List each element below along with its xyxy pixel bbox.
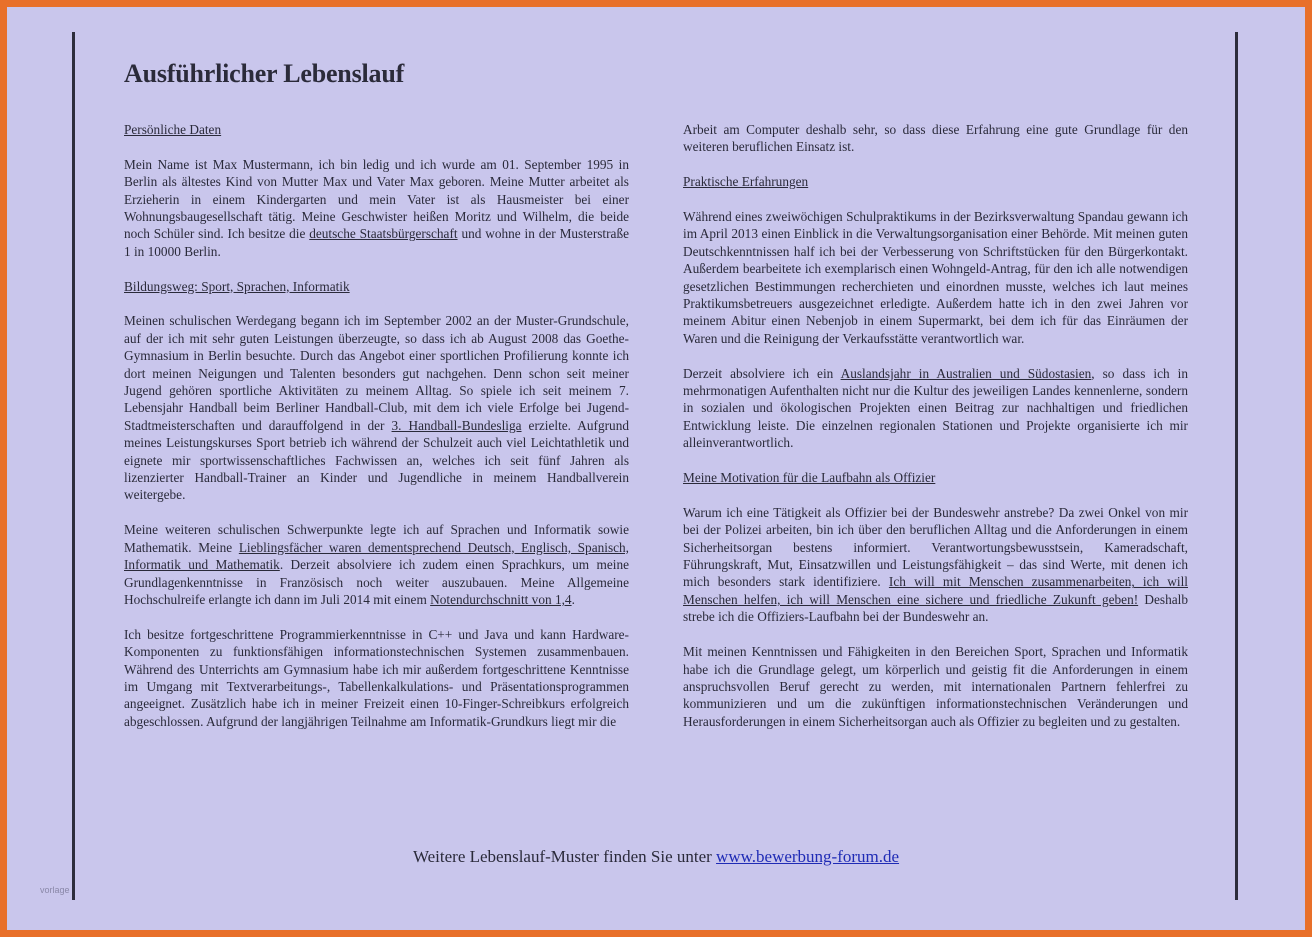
paragraph-continuation: Arbeit am Computer deshalb sehr, so dass diese Erfahrung eine gute Grundlage für den weiteren beruflichen Einsatz ist. <box>683 122 1188 155</box>
right-border-rule <box>1235 32 1238 900</box>
text: und wohne in der Musterstraße 1 in 10000 Berlin. <box>124 226 629 259</box>
footer-link[interactable]: www.bewerbung-forum.de <box>716 847 900 866</box>
right-column <box>683 121 1188 748</box>
underlined-grade-average: Notendurchschnitt von 1,4 <box>430 591 572 607</box>
underlined-motivation-quote: Ich will mit Menschen zusammenarbeiten, ich will Menschen helfen, ich will Menschen eine sichere und friedliche Zukunft geben! <box>683 574 1188 607</box>
underlined-gap-year: Auslandsjahr in Australien und Südostasien <box>840 365 1092 381</box>
left-border-rule <box>72 32 75 900</box>
text: Derzeit absolviere ich ein <box>683 365 841 381</box>
paragraph-education-it: Ich besitze fortgeschrittene Programmierkenntnisse in C++ und Java und kann Hardware-Komponenten zu funktionsfähigen informationstechnischen Systemen zusammenbauen. Während des Unterrichts am Gymnasium habe ich mir außerdem fortgeschrittene Kenntnisse im Umgang mit Textverarbeitungs-, Tabellenkalkulations- und Präsentationsprogrammen angeeignet. Zusätzlich habe ich in meiner Freizeit einen 10-Finger-Schreibkurs erfolgreich abgeschlossen. Aufgrund der langjährigen Teilnahme am Informatik-Grundkurs liegt mir die <box>124 626 629 729</box>
section-heading-personal-data: Persönliche Daten <box>124 122 222 137</box>
text: . Derzeit absolviere ich zudem einen Sprachkurs, um meine Grundlagenkenntnisse in Französisch noch weiter auszubauen. Meine Allgemeine Hochschulreife erlangte ich dann im Juli 2014 mit einem <box>124 557 629 607</box>
text: Meinen schulischen Werdegang begann ich im September 2002 an der Muster-Grundschule, auf der ich mit sehr guten Leistungen überzeugte, so dass ich ab August 2008 das Goethe-Gymnasium in Berlin besuchte. Durch das Angebot einer sportlichen Profilierung konnte ich dort meinen Neigungen und Talenten besonders gut nachgehen. Denn schon seit meiner Jugend gehören sportliche Aktivitäten zu meinem Alltag. So spiele ich seit meinem 7. Lebensjahr Handball beim Berliner Handball-Club, mit dem ich viele Erfolge bei Jugend-Stadtmeisterschaften und darauffolgend in der <box>124 313 629 433</box>
section-heading-motivation: Meine Motivation für die Laufbahn als Offizier <box>683 470 936 486</box>
text: Meine weiteren schulischen Schwerpunkte legte ich auf Sprachen und Informatik sowie Mathematik. Meine <box>124 522 629 555</box>
text: Mein Name ist Max Mustermann, ich bin ledig und ich wurde am 01. September 1995 in Berlin als ältestes Kind von Mutter Max und Vater Max geboren. Meine Mutter arbeitet als Erzieherin in einem Kindergarten und mein Vater ist als Hausmeister bei einer Wohnungsbaugesellschaft tätig. Meine Geschwister heißen Moritz und Wilhelm, die beide noch Schüler sind. Ich besitze die <box>124 156 629 242</box>
paragraph-education-languages <box>124 521 629 608</box>
left-column <box>124 121 629 748</box>
text: . <box>571 591 575 607</box>
page-title: Ausführlicher Lebenslauf <box>124 59 405 88</box>
footer <box>7 847 1305 867</box>
paragraph-gap-year <box>683 365 1188 452</box>
paragraph-closing: Mit meinen Kenntnissen und Fähigkeiten in den Bereichen Sport, Sprachen und Informatik habe ich die Grundlage gelegt, um körperlich und geistig fit die Anforderungen in einem anspruchsvollen Beruf gerecht zu werden, mit internationalen Partnern fehlerfrei zu kommunizieren und um die zukünftigen informationstechnischen Veränderungen und Herausforderungen in einem Sicherheitsorgan auch als Offizier zu begleiten und zu gestalten. <box>683 644 1188 729</box>
paragraph-motivation <box>683 504 1188 626</box>
section-heading-education: Bildungsweg: Sport, Sprachen, Informatik <box>124 278 350 294</box>
underlined-bundesliga: 3. Handball-Bundesliga <box>391 417 522 433</box>
paragraph-education-sports <box>124 312 629 503</box>
footer-text: Weitere Lebenslauf-Muster finden Sie unter <box>412 847 717 866</box>
section-heading-experience: Praktische Erfahrungen <box>683 174 809 190</box>
document-page <box>7 7 1305 930</box>
watermark: vorlage <box>40 885 70 895</box>
underlined-citizenship: deutsche Staatsbürgerschaft <box>309 226 458 242</box>
paragraph-personal-data <box>124 156 629 260</box>
text: , so dass ich in mehrmonatigen Aufenthalten nicht nur die Kultur des jeweiligen Landes kennenlerne, sondern in sozialen und ökologischen Projekten einen Beitrag zur nachhaltigen und friedlichen Entwicklung leiste. Die einzelnen regionalen Stationen und Projekte organisierte ich mir alleinverantwortlich. <box>683 365 1188 451</box>
text: erzielte. Aufgrund meines Leistungskurses Sport betrieb ich während der Schulzeit auch viel Leichtathletik und eignete mir sportwissenschaftliches Fachwissen an, welches ich seit fünf Jahren als lizenzierter Handball-Trainer an Kinder und Jugendliche in meinem Handballverein weitergebe. <box>124 417 629 503</box>
underlined-favourite-subjects: Lieblingsfächer waren dementsprechend Deutsch, Englisch, Spanisch, Informatik und Mathematik <box>124 539 630 573</box>
paragraph-internship: Während eines zweiwöchigen Schulpraktikums in der Bezirksverwaltung Spandau gewann ich im April 2013 einen Einblick in die Verwaltungsorganisation einer Behörde. Mit meinen guten Deutschkenntnissen half ich bei der Verbesserung von Schriftstücken für den Bürgerkontakt. Außerdem bearbeitete ich exemplarisch einen Wohngeld-Antrag, für den ich alle notwendigen gesetzlichen Bestimmungen recherchieten und einordnen musste, welches ich laut meines Praktikumsbetreuers ausgezeichnet erledigte. Außerdem hatte ich in den zwei Jahren vor meinem Abitur einen Nebenjob in einem Supermarkt, bei dem ich für das Einräumen der Waren und die Reinigung der Verkaufsstätte verantwortlich war. <box>683 209 1188 346</box>
text: Deshalb strebe ich die Offiziers-Laufbahn bei der Bundeswehr an. <box>683 591 1188 625</box>
text: Warum ich eine Tätigkeit als Offizier bei der Bundeswehr anstrebe? Da zwei Onkel von mir bei der Polizei arbeiten, bin ich über den beruflichen Alltag und die Anforderungen in einem Sicherheitsorgan bestens informiert. Verantwortungsbewusstsein, Kameradschaft, Führungskraft, Mut, Einsatzwillen und Leistungsfähigkeit – das sind Werte, mit denen ich mich besonders stark identifiziere. <box>683 504 1188 590</box>
